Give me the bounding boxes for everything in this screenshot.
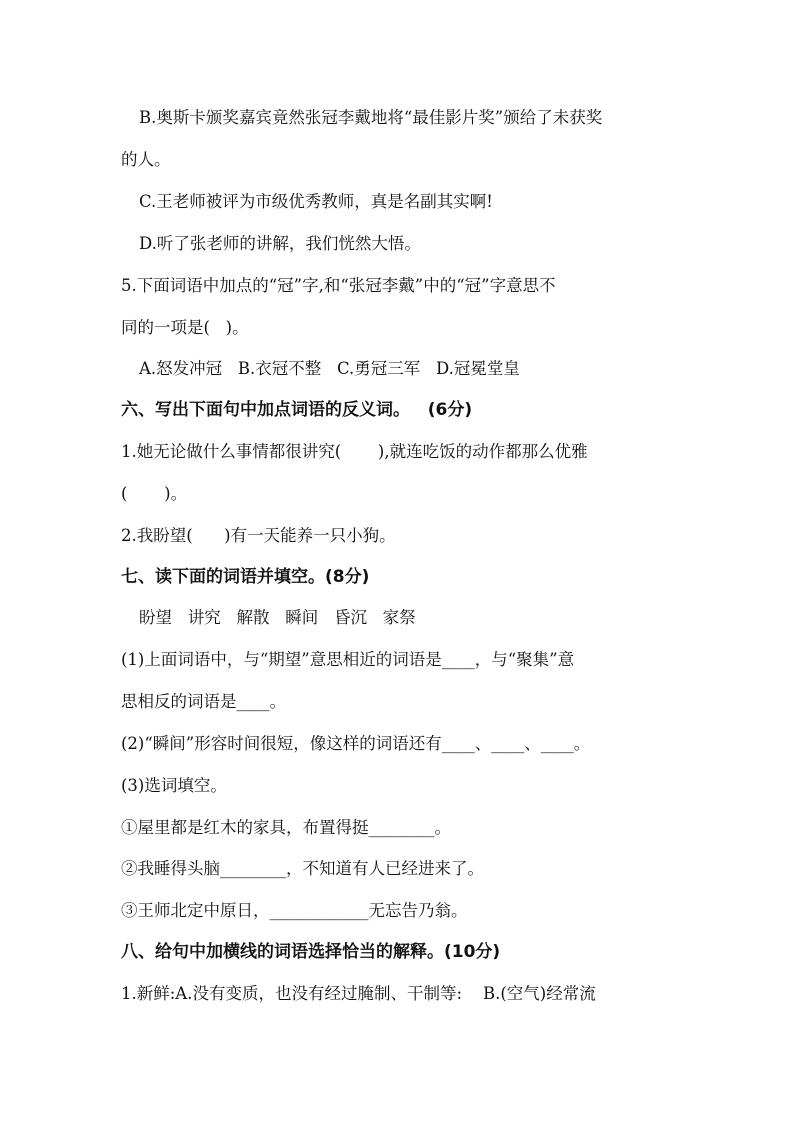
section-6-item-1: 1.她无论做什么事情都很讲究( ),就连吃饭的动作都那么优雅: [121, 442, 588, 461]
section-6-item-2: 2.我盼望( )有一天能养一只小狗。: [121, 526, 396, 545]
section-6-item-1-cont: ( )。: [121, 484, 188, 503]
word-list: 盼望 讲究 解散 瞬间 昏沉 家祭: [139, 608, 416, 627]
section-7-q1: (1)上面词语中，与“期望”意思相近的词语是____，与“聚集”意: [121, 650, 575, 669]
section-8-heading: 八、给句中加横线的词语选择恰当的解释。(10分): [121, 942, 501, 962]
section-7-heading: 七、读下面的词语并填空。(8分): [121, 567, 370, 587]
option-b-cont: 的人。: [121, 150, 171, 169]
question-5-options: A.怒发冲冠 B.衣冠不整 C.勇冠三军 D.冠冕堂皇: [139, 359, 520, 378]
fill-item-1: ①屋里都是红木的家具，布置得挺________。: [121, 818, 451, 837]
question-5-cont: 同的一项是( )。: [121, 318, 249, 337]
option-c: C.王老师被评为市级优秀教师，真是名副其实啊!: [139, 192, 493, 211]
section-8-item-1: 1.新鲜:A.没有变质，也没有经过腌制、干制等: B.(空气)经常流: [121, 984, 596, 1003]
fill-item-2: ②我睡得头脑________，不知道有人已经进来了。: [121, 859, 484, 878]
section-7-q1-cont: 思相反的词语是____。: [121, 692, 286, 711]
section-7-q2: (2)“瞬间”形容时间很短，像这样的词语还有____、____、____。: [121, 734, 591, 753]
option-b: B.奥斯卡颁奖嘉宾竟然张冠李戴地将“最佳影片奖”颁给了未获奖: [139, 108, 603, 127]
section-7-q3: (3)选词填空。: [121, 776, 227, 795]
section-6-heading: 六、写出下面句中加点词语的反义词。 (6分): [121, 400, 473, 420]
question-5: 5.下面词语中加点的“冠”字,和“张冠李戴”中的“冠”字意思不: [121, 276, 556, 295]
option-d: D.听了张老师的讲解，我们恍然大悟。: [139, 234, 421, 253]
fill-item-3: ③王师北定中原日，____________无忘告乃翁。: [121, 901, 468, 920]
